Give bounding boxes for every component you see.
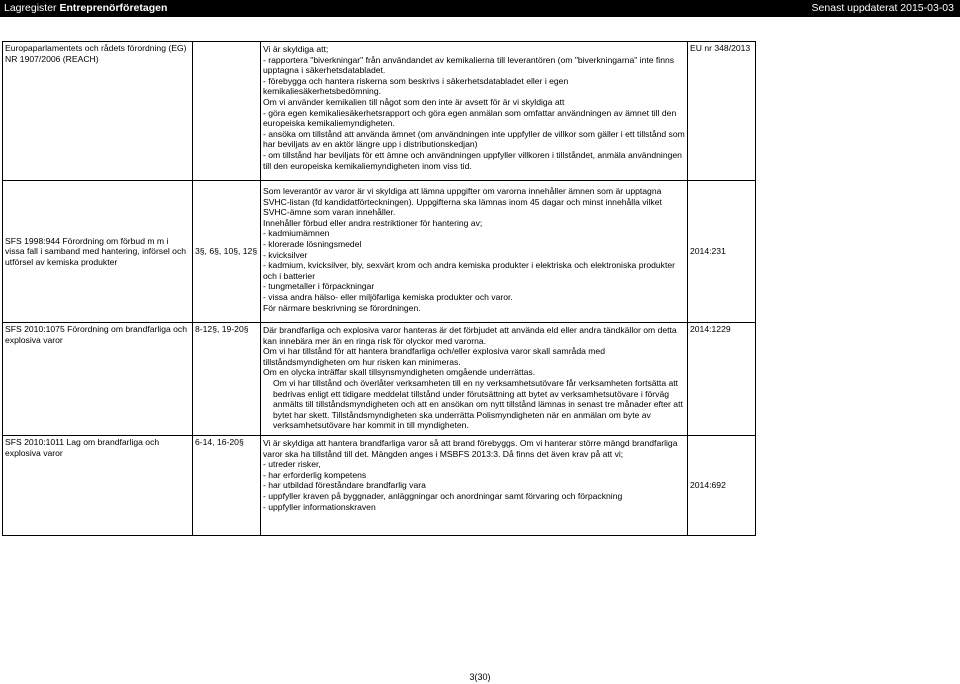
header-title — [4, 0, 167, 17]
description-line: - om tillstånd har beviljats för ett ämne och användningen uppfyller villkoren i tillståndet, anmäla användningen till den europeiska kemikaliemyndigheten inom viss tid. — [263, 149, 682, 171]
reference-cell: 2014:692 — [688, 436, 756, 536]
description-line: Innehåller förbud eller andra restriktioner för hantering av; — [263, 217, 483, 228]
description-line: Om vi har tillstånd för att hantera brandfarliga och/eller explosiva varor skall samråda med tillståndsmyndigheten om hur risken kan minimeras. — [263, 346, 605, 367]
description-line: Om vi använder kemikalien till något som den inte är avsett för är vi skyldiga att — [263, 96, 565, 107]
description-cell — [261, 323, 688, 436]
header-bar — [0, 0, 960, 17]
reference-cell: 2014:1229 — [688, 323, 756, 436]
description-line: - klorerade lösningsmedel — [263, 238, 362, 249]
reference-cell: EU nr 348/2013 — [688, 42, 756, 181]
description-line: - ansöka om tillstånd att använda ämnet (om användningen inte uppfyller de villkor som gäller i ett tillstånd som har beviljats av en aktör längre upp i distributionskedjan) — [263, 128, 685, 150]
description-line: - kvicksilver — [263, 249, 308, 260]
reference-cell: 2014:231 — [688, 181, 756, 323]
law-cell: SFS 2010:1075 Förordning om brandfarliga och explosiva varor — [3, 323, 193, 436]
law-cell: SFS 1998:944 Förordning om förbud m m i vissa fall i samband med hantering, införsel och utförsel av kemiska produkter — [3, 181, 193, 323]
description-line: - kadmium, kvicksilver, bly, sexvärt krom och andra kemiska produkter i elektriska och elektroniska produkter och i batterier — [263, 260, 676, 281]
description-line: För närmare beskrivning se förordningen. — [263, 302, 421, 313]
law-cell: SFS 2010:1011 Lag om brandfarliga och explosiva varor — [3, 436, 193, 536]
description-line: - tungmetaller i förpackningar — [263, 281, 375, 292]
description-line: Om en olycka inträffar skall tillsynsmyndigheten omgående underrättas. — [263, 367, 536, 378]
company-name: Entreprenörföretagen — [59, 2, 168, 14]
table-row — [3, 323, 756, 436]
page-number: 3(30) — [469, 672, 491, 682]
table-row — [3, 42, 756, 181]
description-cell — [261, 42, 688, 181]
description-line: - har erforderlig kompetens — [263, 469, 367, 480]
description-line: - uppfyller informationskraven — [263, 501, 376, 512]
description-cell — [261, 181, 688, 323]
description-line: Om vi har tillstånd och överlåter verksamheten till en ny verksamhetsutövare får verksamheten fortsätta att bedrivas enligt ett tidigare meddelat tillstånd under förutsättning att bytet av verksamhetsutövare i förväg anmälts till tillståndsmyndigheten och att en ansökan om nytt tillstånd lämnas in senast tre månader efter att bytet har skett. Tillståndsmyndigheten ska underrätta Polismyndigheten när en anmälan om byte av verksamhetsutövare har kommit in till myndigheten. — [273, 377, 683, 431]
paragraphs-cell: 3§, 6§, 10§, 12§ — [193, 181, 261, 323]
register-label: Lagregister — [4, 2, 57, 14]
description-line: Vi är skyldiga att hantera brandfarliga varor så att brand förebyggs. Om vi hanterar större mängd brandfarliga varor ska ha tillstånd till det. Mängden anges i MSBFS 2013:3. Då finns det även krav på att vi; — [263, 438, 678, 459]
law-cell: Europaparlamentets och rådets förordning (EG) NR 1907/2006 (REACH) — [3, 42, 193, 181]
description-line: Där brandfarliga och explosiva varor hanteras är det förbjudet att använda eld eller andra tändkällor om detta kan innebära mer än en ringa risk för olyckor med varorna. — [263, 325, 677, 346]
paragraphs-cell: 8-12§, 19-20§ — [193, 323, 261, 436]
description-line: - göra egen kemikaliesäkerhetsrapport och göra egen anmälan som omfattar användningen av ämnet till den europeiska kemikaliemyndigheten. — [263, 107, 677, 129]
paragraphs-cell: 6-14, 16-20§ — [193, 436, 261, 536]
description-line: - kadmiumämnen — [263, 228, 330, 239]
description-line: Som leverantör av varor är vi skyldiga att lämna uppgifter om varorna innehåller ämnen som är upptagna SVHC-listan (fd kandidatförteckningen). Uppgifterna ska lämnas inom 45 dagar och minst innehålla vilket SVHC-ämne som varan innehåller. — [263, 186, 662, 218]
description-line: - utreder risker, — [263, 459, 321, 470]
description-line: - vissa andra hälso- eller miljöfarliga kemiska produkter och varor. — [263, 291, 513, 302]
description-line: - har utbildad föreståndare brandfarlig vara — [263, 480, 426, 491]
description-line: - uppfyller kraven på byggnader, anläggningar och anordningar samt förvaring och förpackning — [263, 490, 623, 501]
last-updated: Senast uppdaterat 2015-03-03 — [811, 2, 954, 14]
description-line: Vi är skyldiga att; — [263, 44, 329, 54]
description-line: - förebygga och hantera riskerna som beskrivs i säkerhetsdatabladet eller i egen kemikaliesäkerhetsbedömning. — [263, 75, 569, 97]
description-line: - rapportera "biverkningar" från användandet av kemikalierna till leverantören (om "biverkningarna" inte finns upptagna i säkerhetsdatabladet. — [263, 54, 675, 76]
description-cell — [261, 436, 688, 536]
table-row — [3, 181, 756, 323]
paragraphs-cell — [193, 42, 261, 181]
table-row — [3, 436, 756, 536]
law-register-table — [2, 41, 756, 536]
